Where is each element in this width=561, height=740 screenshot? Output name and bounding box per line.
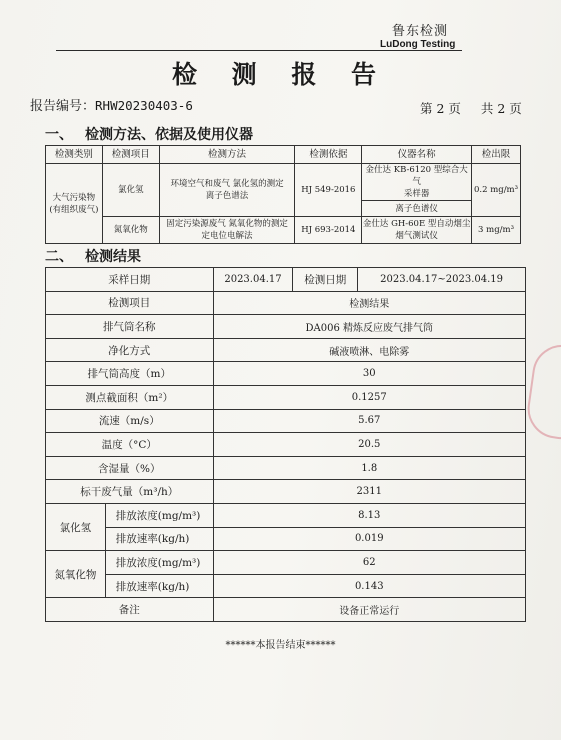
- remark-value: 设备正常运行: [213, 598, 525, 622]
- section-heading-results: [45, 246, 141, 266]
- pollutant-name: 氯化氢: [46, 503, 106, 550]
- table-row: [46, 433, 526, 457]
- concentration-label: 排放浓度(mg/m³): [105, 551, 213, 575]
- table-row: [46, 527, 526, 551]
- section-number: 二、: [45, 249, 73, 265]
- pollutant-name: 氮氧化物: [46, 551, 106, 598]
- instrument-cell: 离子色谱仪: [362, 201, 472, 217]
- header-rule: [56, 50, 462, 51]
- result-item-label: 流速（m/s）: [46, 409, 214, 433]
- end-of-report: ******本报告结束******: [225, 640, 336, 651]
- sample-date-value: 2023.04.17: [213, 268, 293, 292]
- page-indicator: [420, 99, 522, 117]
- basis-cell: HJ 693-2014: [295, 217, 362, 244]
- rate-value: 0.019: [213, 527, 525, 551]
- remark-label: 备注: [46, 598, 214, 622]
- table-row: [46, 315, 526, 339]
- table-row: [46, 338, 526, 362]
- column-header: 检出限: [472, 146, 521, 164]
- section-number: 一、: [45, 127, 73, 143]
- result-item-value: 5.67: [213, 409, 525, 433]
- result-item-value: 碱液喷淋、电除雾: [213, 338, 525, 362]
- results-table: [45, 267, 526, 622]
- section-title: 检测方法、依据及使用仪器: [85, 127, 253, 143]
- table-row: [46, 598, 526, 622]
- column-header: 仪器名称: [362, 146, 472, 164]
- instrument-cell: 金仕达 KB-6120 型综合大气 采样器: [362, 164, 472, 201]
- result-item-value: DA006 精炼反应废气排气筒: [213, 315, 525, 339]
- result-item-value: 2311: [213, 480, 525, 504]
- table-row: [46, 291, 526, 315]
- table-row: [46, 574, 526, 598]
- result-item-label: 净化方式: [46, 338, 214, 362]
- page-current: 第 2 页: [420, 101, 461, 116]
- table-row: [46, 456, 526, 480]
- result-item-label: 测点截面积（m²）: [46, 385, 214, 409]
- concentration-label: 排放浓度(mg/m³): [105, 503, 213, 527]
- basis-cell: HJ 549-2016: [295, 164, 362, 217]
- rate-label: 排放速率(kg/h): [105, 527, 213, 551]
- limit-cell: 3 mg/m³: [472, 217, 521, 244]
- table-row: [46, 385, 526, 409]
- result-item-value: 30: [213, 362, 525, 386]
- report-title: 检 测 报 告: [171, 60, 390, 89]
- report-number: [30, 95, 193, 114]
- table-row: [46, 480, 526, 504]
- table-row: [46, 268, 526, 292]
- result-header: 检测结果: [213, 291, 525, 315]
- column-header: 检测方法: [159, 146, 295, 164]
- item-header: 检测项目: [46, 291, 214, 315]
- column-header: 检测项目: [102, 146, 159, 164]
- concentration-value: 62: [213, 551, 525, 575]
- table-row: [46, 362, 526, 386]
- method-cell: 环境空气和废气 氯化氢的测定 离子色谱法: [159, 164, 295, 217]
- test-date-label: 检测日期: [293, 268, 358, 292]
- result-item-label: 标干废气量（m³/h）: [46, 480, 214, 504]
- item-cell: 氮氧化物: [102, 217, 159, 244]
- result-item-value: 20.5: [213, 433, 525, 457]
- column-header: 检测依据: [295, 146, 362, 164]
- table-row: [46, 217, 521, 244]
- method-cell: 固定污染源废气 氮氧化物的测定 定电位电解法: [159, 217, 295, 244]
- test-date-value: 2023.04.17~2023.04.19: [358, 268, 526, 292]
- page-total: 共 2 页: [480, 101, 522, 116]
- item-cell: 氯化氢: [102, 164, 159, 217]
- result-item-label: 排气筒名称: [46, 315, 214, 339]
- section-title: 检测结果: [85, 249, 141, 265]
- methods-table: [45, 145, 521, 244]
- column-header: 检测类别: [46, 146, 103, 164]
- concentration-value: 8.13: [213, 503, 525, 527]
- section-heading-methods: [45, 124, 253, 144]
- brand-name-cn: 鲁东检测: [392, 24, 449, 39]
- table-header-row: [46, 146, 521, 164]
- limit-cell: 0.2 mg/m³: [472, 164, 521, 217]
- result-item-value: 0.1257: [213, 385, 525, 409]
- report-number-value: RHW20230403-6: [95, 98, 193, 113]
- result-item-label: 温度（°C）: [46, 433, 214, 457]
- result-item-label: 排气筒高度（m）: [46, 362, 214, 386]
- brand-name-en: LuDong Testing: [380, 39, 456, 50]
- rate-label: 排放速率(kg/h): [105, 574, 213, 598]
- table-row: [46, 503, 526, 527]
- red-seal-stamp: [524, 341, 561, 443]
- table-row: [46, 409, 526, 433]
- report-number-label: 报告编号：: [30, 99, 96, 114]
- category-cell: 大气污染物 (有组织废气): [46, 164, 103, 244]
- sample-date-label: 采样日期: [46, 268, 214, 292]
- table-row: [46, 164, 521, 201]
- table-row: [46, 551, 526, 575]
- result-item-label: 含湿量（%）: [46, 456, 214, 480]
- result-item-value: 1.8: [213, 456, 525, 480]
- rate-value: 0.143: [213, 574, 525, 598]
- instrument-cell: 金仕达 GH-60E 型自动烟尘 烟气测试仪: [362, 217, 472, 244]
